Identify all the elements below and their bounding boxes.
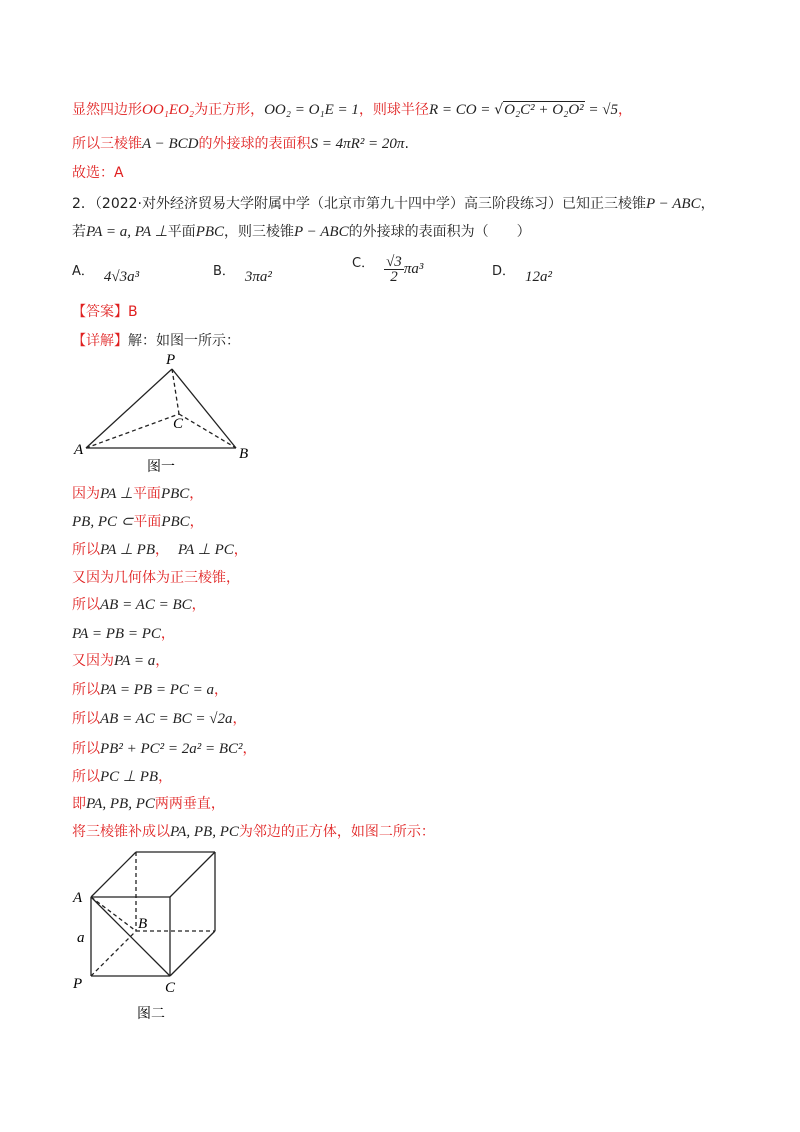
edge-pc [172,369,179,414]
answer: 【答案】B [72,304,138,320]
text: 所以三棱锥 [72,136,142,152]
text: 平面 [132,486,161,502]
text: 若 [72,224,86,240]
text: 即 [72,796,86,812]
math: PA ⊥ PC [177,542,234,558]
text: 所以 [72,542,100,558]
text: ， [618,102,633,118]
step-10 [72,739,257,759]
math: R = CO = [428,102,495,118]
step-4 [72,568,240,588]
step-12 [72,794,225,814]
step-1 [72,484,203,504]
option-value: 12a² [525,269,553,285]
step-5 [72,595,206,615]
option-label: B． [213,264,235,279]
text: 所以 [72,769,100,785]
question-2-line-2 [72,222,531,242]
solution-line-surface-area [72,134,409,154]
text: ， [158,769,173,785]
text: 为邻边的正方体，如图二所示： [238,824,435,840]
label-p: P [73,976,83,992]
option-label: D． [492,264,516,279]
option-label: C． [352,256,375,271]
question-number: 2． [72,196,95,212]
step-6 [72,624,175,644]
math: S = 4πR² = 20π [310,136,405,152]
choice-line [72,163,124,183]
figure-2-caption: 图二 [137,1006,165,1022]
math: PBC [160,486,190,502]
text: 平面 [133,514,162,530]
step-9 [72,709,247,729]
detail-tag: 【详解】 [72,333,128,349]
edge-pa [86,369,172,448]
label-side-a: a [77,930,85,946]
text: ， [242,741,257,757]
math: A − BCD [142,136,199,152]
text: 所以 [72,711,100,727]
math: PA = PB = PC [72,626,161,642]
text: ， [155,653,170,669]
option-fraction [384,255,404,284]
option-value: πa³ [403,261,424,277]
question-source: （2022·对外经济贸易大学附属中学（北京市第九十四中学）高三阶段练习）已知正三棱锥 [94,196,646,212]
text: 又因为 [72,653,114,669]
text: 将三棱锥补成以 [72,824,170,840]
math: PB² + PC² = 2a² = BC² [100,741,243,757]
text: 因为 [72,486,100,502]
math: AB = AC = BC = √2a [100,711,233,727]
text: ， [233,542,248,558]
option-d [492,262,552,287]
text: ， [155,542,170,558]
math: PA ⊥ [100,486,133,502]
text: 为正方形， [194,102,265,118]
fraction-numerator: √3 [386,253,402,270]
math: PBC [195,224,225,240]
math: AB = AC = BC [100,597,192,613]
math: = √5 [584,102,619,118]
text: 所以 [72,597,100,613]
answer-line [72,302,138,322]
option-c [352,254,423,284]
option-value: 4√3a³ [103,269,140,285]
math: PA = a [114,653,156,669]
text: 解：如图一所示： [128,333,240,349]
text: 的外接球的表面积为（ ） [348,224,531,240]
text: 显然四边形 [72,102,142,118]
label-b: B [138,916,148,932]
math: PA = PB = PC = a [100,682,214,698]
math: PA ⊥ PB [100,542,156,558]
math: OO₂ = O₁E = 1 [264,102,359,118]
cube-edge [170,931,215,976]
math: P − ABC [294,224,349,240]
step-11 [72,767,172,787]
label-c: C [173,416,184,432]
text: ， [213,682,228,698]
math: PBC [161,514,190,530]
question-2-line-1 [72,194,715,214]
step-8 [72,680,228,700]
step-3 [72,540,248,560]
label-b: B [239,446,249,462]
option-b [213,262,272,287]
math: PA, PB, PC [86,796,155,812]
solution-line-square: 显然四边形OO₁EO₂为正方形，OO₂ = O₁E = 1，则球半径R = CO = √O₂C² + O₂O² = √5， [72,102,633,118]
text: ， [232,711,247,727]
text: ， [700,196,715,212]
text: ，则三棱锥 [224,224,295,240]
math: P − ABC [646,196,701,212]
math: OO₁EO₂ [142,102,195,118]
text: 的外接球的表面积 [198,136,311,152]
label-c: C [165,980,176,996]
text: . [404,136,409,152]
text: 平面 [167,224,196,240]
edge-ac [86,414,179,448]
cube-edge [91,852,136,897]
text: 两两垂直， [154,796,225,812]
math: PB, PC ⊂ [72,514,134,530]
edge-bc [179,414,236,448]
text: ， [189,486,204,502]
label-a: A [74,442,84,458]
option-a [72,262,139,287]
math-radicand: O₂C² + O₂O² [504,102,584,118]
hidden-edge [91,931,136,976]
edge-ac [91,897,170,976]
edge-pb [172,369,236,448]
text: ， [189,514,204,530]
text: 又因为几何体为正三棱锥， [72,570,240,586]
fraction-denominator: 2 [390,268,398,285]
step-13 [72,822,435,842]
math: PA, PB, PC [170,824,239,840]
figure-1-caption: 图一 [147,459,175,475]
text: ， [160,626,175,642]
math: PA = a, PA ⊥ [86,224,168,240]
text: 所以 [72,682,100,698]
label-p: P [166,352,176,368]
option-value: 3πa² [244,269,272,285]
option-label: A． [72,264,94,279]
text: ，则球半径 [358,102,429,118]
math: PC ⊥ PB [100,769,159,785]
edge-ab [91,897,136,931]
text: ， [191,597,206,613]
text: 所以 [72,741,100,757]
text: 故选：A [72,165,124,181]
cube-edge [170,852,215,897]
label-a: A [73,890,83,906]
step-7 [72,651,169,671]
detail-line [72,331,240,351]
step-2 [72,512,204,532]
